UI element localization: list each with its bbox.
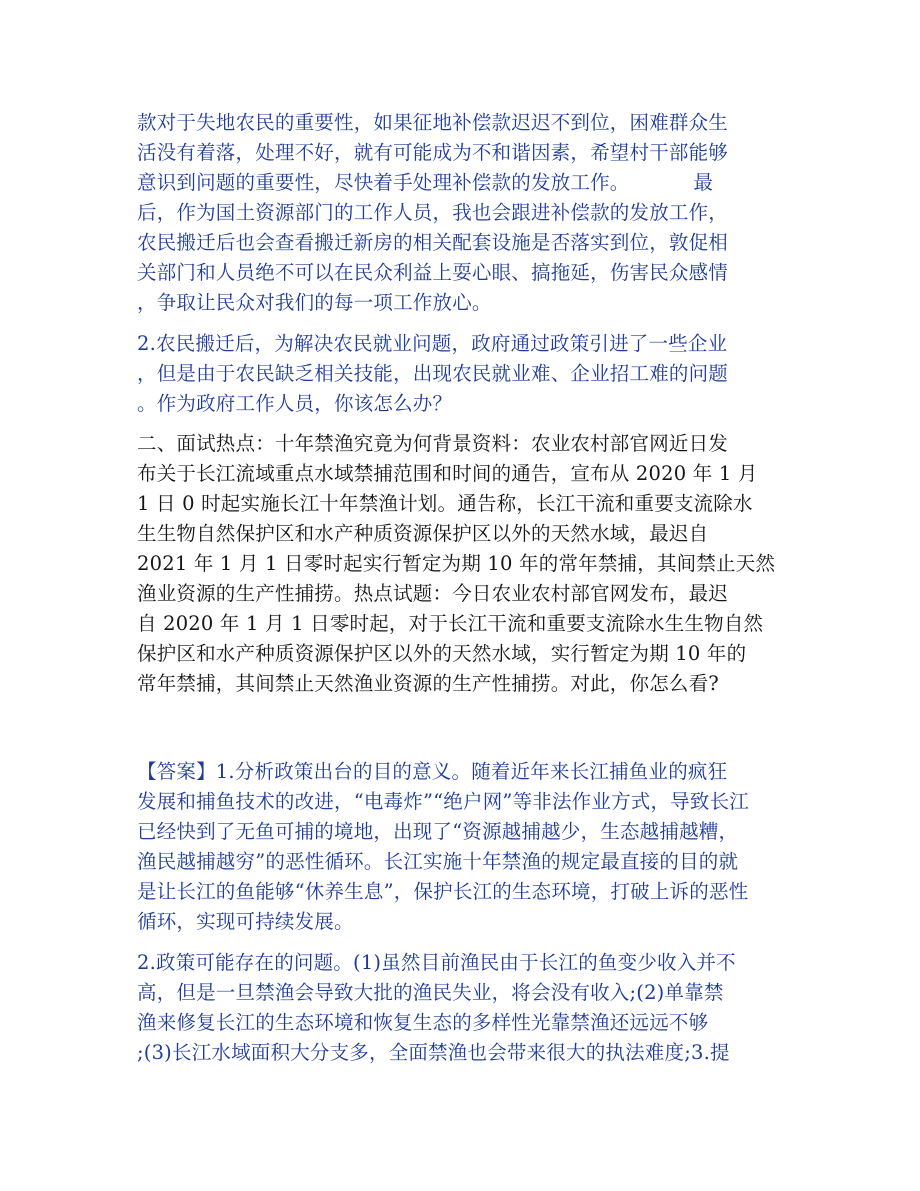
- text-line: 保护区和水产种质资源保护区以外的天然水域，实行暂定为期 10 年的: [137, 642, 747, 665]
- text-line: 活没有着落，处理不好，就有可能成为不和谐因素，希望村干部能够: [137, 141, 729, 164]
- text-line: 发展和捕鱼技术的改进，“电毒炸”“绝户网”等非法作业方式，导致长江: [137, 790, 749, 813]
- text-line: 生生物自然保护区和水产种质资源保护区以外的天然水域，最迟自: [137, 522, 709, 545]
- text-line: 关部门和人员绝不可以在民众利益上耍心眼、搞拖延，伤害民众感情: [137, 261, 729, 284]
- text-line: 渔民越捕越穷”的恶性循环。长江实施十年禁渔的规定最直接的目的就: [137, 850, 739, 873]
- text-line: 渔业资源的生产性捕捞。热点试题：今日农业农村部官网发布，最迟: [137, 582, 729, 605]
- text-line: 是让长江的鱼能够“休养生息”，保护长江的生态环境，打破上诉的恶性: [137, 880, 749, 903]
- text-line: 【答案】1.分析政策出台的目的意义。随着近年来长江捕鱼业的疯狂: [137, 760, 728, 783]
- text-line: 常年禁捕，其间禁止天然渔业资源的生产性捕捞。对此，你怎么看?: [137, 672, 719, 695]
- text-line: 高，但是一旦禁渔会导致大批的渔民失业，将会没有收入;(2)单靠禁: [137, 981, 724, 1004]
- text-line: 2.农民搬迁后，为解决农民就业问题，政府通过政策引进了一些企业: [137, 332, 728, 355]
- text-line: 二、面试热点：十年禁渔究竟为何背景资料：农业农村部官网近日发: [137, 432, 729, 455]
- text-line: 。作为政府工作人员，你该怎么办？: [137, 392, 453, 415]
- text-line: 布关于长江流域重点水域禁捕范围和时间的通告，宣布从 2020 年 1 月: [137, 462, 758, 485]
- text-line: ，争取让民众对我们的每一项工作放心。: [137, 291, 492, 314]
- text-line: 农民搬迁后也会查看搬迁新房的相关配套设施是否落实到位，敦促相: [137, 231, 729, 254]
- text-line: 意识到问题的重要性，尽快着手处理补偿款的发放工作。 最: [137, 171, 714, 194]
- text-line: 2021 年 1 月 1 日零时起实行暂定为期 10 年的常年禁捕，其间禁止天然: [137, 552, 776, 575]
- text-line: 1 日 0 时起实施长江十年禁渔计划。通告称，长江干流和重要支流除水: [137, 492, 753, 515]
- text-line: 后，作为国土资源部门的工作人员，我也会跟进补偿款的发放工作，: [137, 201, 729, 224]
- text-line: 已经快到了无鱼可捕的境地，出现了“资源越捕越少，生态越捕越糟，: [137, 820, 739, 843]
- text-line: 款对于失地农民的重要性，如果征地补偿款迟迟不到位，困难群众生: [137, 111, 729, 134]
- text-line: 自 2020 年 1 月 1 日零时起，对于长江干流和重要支流除水生生物自然: [137, 612, 764, 635]
- text-line: 渔来修复长江的生态环境和恢复生态的多样性光靠禁渔还远远不够: [137, 1011, 709, 1034]
- text-line: 循环，实现可持续发展。: [137, 910, 354, 933]
- text-line: ，但是由于农民缺乏相关技能，出现农民就业难、企业招工难的问题: [137, 362, 729, 385]
- text-line: ;(3)长江水域面积大分支多，全面禁渔也会带来很大的执法难度;3.提: [137, 1041, 730, 1064]
- text-line: 2.政策可能存在的问题。(1)虽然目前渔民由于长江的鱼变少收入并不: [137, 951, 736, 974]
